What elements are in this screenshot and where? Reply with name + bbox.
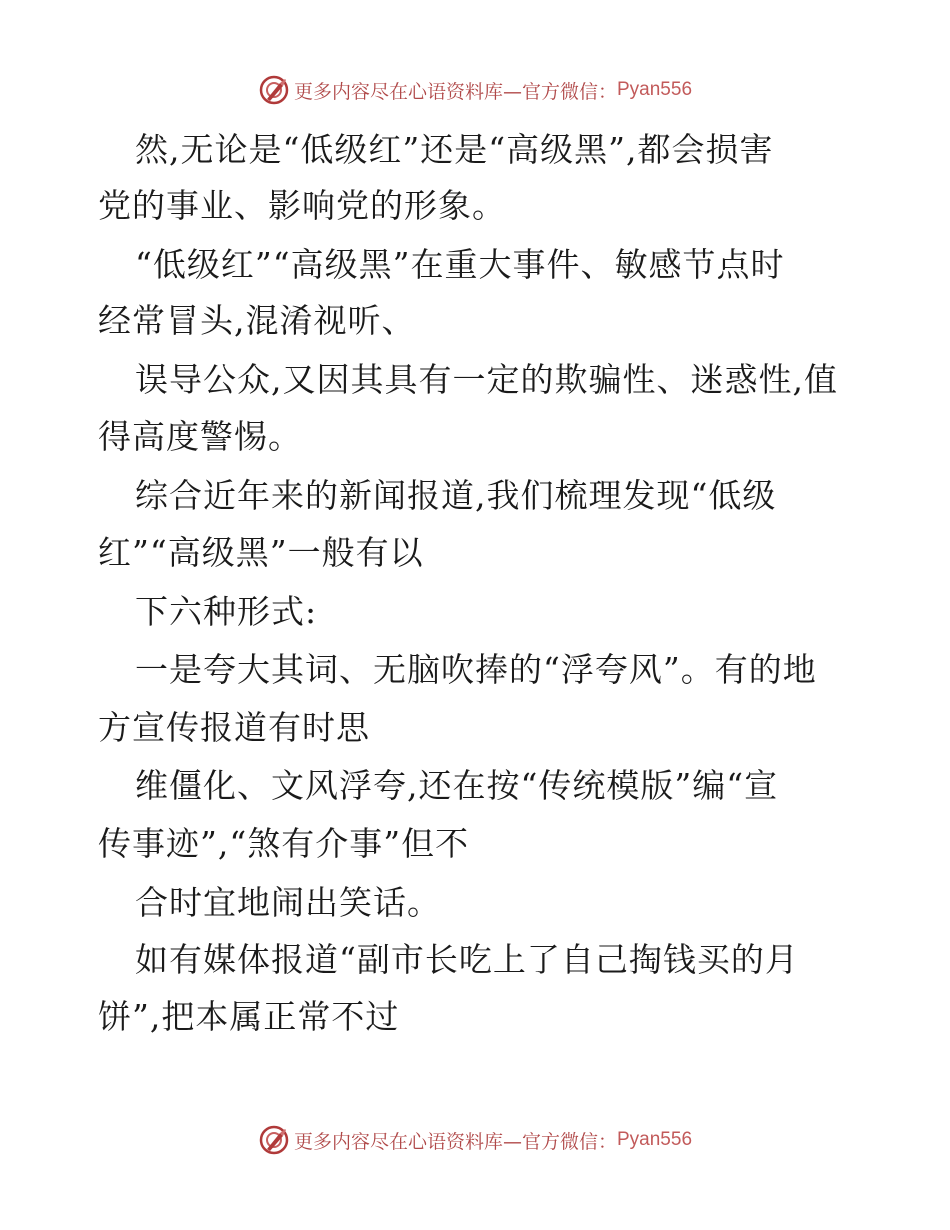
text-line: 红”“高级黑”一般有以	[98, 533, 424, 572]
text-line: “低级红”“高级黑”在重大事件、敏感节点时	[135, 245, 785, 284]
text-line: 党的事业、影响党的形象。	[98, 186, 506, 225]
text-line: 维僵化、文风浮夸,还在按“传统模版”编“宣	[135, 766, 779, 805]
header-watermark	[0, 70, 950, 110]
text-line: 如有媒体报道“副市长吃上了自己掏钱买的月	[135, 940, 799, 979]
watermark-brand: Pyan556	[617, 1129, 693, 1150]
text-line: 得高度警惕。	[98, 417, 302, 456]
text-line: 传事迹”,“煞有介事”但不	[98, 824, 470, 863]
watermark-text: 更多内容尽在心语资料库—官方微信：	[293, 1130, 617, 1153]
logo-icon	[258, 1124, 290, 1156]
text-line: 误导公众,又因其具有一定的欺骗性、迷惑性,值	[135, 360, 838, 399]
text-line: 然,无论是“低级红”还是“高级黑”,都会损害	[135, 130, 774, 169]
watermark-brand: Pyan556	[617, 79, 693, 100]
text-line: 综合近年来的新闻报道,我们梳理发现“低级	[135, 476, 777, 515]
text-line: 一是夸大其词、无脑吹捧的“浮夸风”。有的地	[135, 650, 817, 689]
watermark-text: 更多内容尽在心语资料库—官方微信：	[293, 80, 617, 103]
text-line: 下六种形式:	[135, 592, 318, 631]
text-line: 经常冒头,混淆视听、	[98, 301, 416, 340]
logo-icon	[258, 74, 290, 106]
text-line: 饼”,把本属正常不过	[98, 997, 400, 1036]
text-line: 合时宜地闹出笑话。	[135, 883, 441, 922]
text-line: 方宣传报道有时思	[98, 708, 370, 747]
footer-watermark	[0, 1120, 950, 1160]
